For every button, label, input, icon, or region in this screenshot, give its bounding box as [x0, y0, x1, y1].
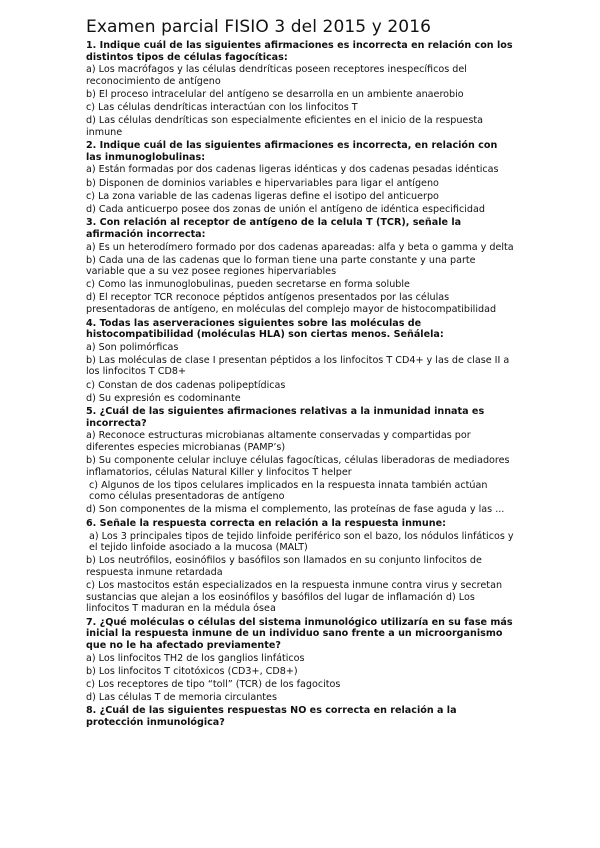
answer-6c: c) Los mastocitos están especializados en la respuesta inmune contra virus y secretan sustancias que alejan a los eosinófilos y basófilos del lugar de inflamación d) Los linfocitos T maduran en la médula ósea: [86, 580, 503, 615]
answer-2b: b) Disponen de dominios variables e hipervariables para ligar el antígeno: [86, 177, 439, 189]
answer-7b: b) Los linfocitos T citotóxicos (CD3+, CD8+): [86, 665, 298, 677]
answer-3a: a) Es un heterodímero formado por dos cadenas apareadas: alfa y beta o gamma y delta: [86, 241, 514, 253]
answer-3c: c) Como las inmunoglobulinas, pueden secretarse en forma soluble: [86, 279, 410, 291]
question-5: 5. ¿Cuál de las siguientes afirmaciones relativas a la inmunidad innata es incorrecta?: [86, 406, 485, 429]
answer-2c: c) La zona variable de las cadenas ligeras define el isotipo del anticuerpo: [86, 190, 439, 202]
answer-5a: a) Reconoce estructuras microbianas altamente conservadas y compartidas por diferentes especies microbianas (PAMP’s): [86, 430, 471, 453]
question-1: 1. Indique cuál de las siguientes afirmaciones es incorrecta en relación con los distintos tipos de células fagocíticas:: [86, 40, 513, 63]
answer-7d: d) Las células T de memoria circulantes: [86, 691, 277, 703]
answer-5b: b) Su componente celular incluye células fagocíticas, células liberadoras de mediadores inflamatorios, células Natural Killer y linfocitos T helper: [86, 455, 510, 478]
answer-2a: a) Están formadas por dos cadenas ligeras idénticas y dos cadenas pesadas idénticas: [86, 164, 499, 176]
answer-4b: b) Las moléculas de clase I presentan péptidos a los linfocitos T CD4+ y las de clase II a los linfocitos T CD8+: [86, 354, 510, 378]
answer-3b: b) Cada una de las cadenas que lo forman tiene una parte constante y una parte variable que a su vez posee regiones hipervariables: [86, 254, 476, 278]
question-3: 3. Con relación al receptor de antígeno de la celula T (TCR), señale la afirmación incorrecta:: [86, 217, 462, 240]
document-title: Examen parcial FISIO 3 del 2015 y 2016: [86, 17, 432, 37]
answer-1c: c) Las células dendríticas interactúan con los linfocitos T: [86, 101, 358, 113]
answer-7c: c) Los receptores de tipo “toll” (TCR) de los fagocitos: [86, 678, 341, 690]
question-2: 2. Indique cuál de las siguientes afirmaciones es incorrecta, en relación con las inmunoglobulinas:: [86, 140, 498, 163]
answer-7a: a) Los linfocitos TH2 de los ganglios linfáticos: [86, 652, 305, 664]
answer-4c: c) Constan de dos cadenas polipeptídicas: [86, 379, 286, 391]
answer-1d: d) Las células dendríticas son especialmente eficientes en el inicio de la respuesta inmune: [86, 115, 483, 138]
answer-6a: a) Los 3 principales tipos de tejido linfoide periférico son el bazo, los nódulos linfáticos y el tejido linfoide asociado a la mucosa (MALT): [89, 530, 514, 554]
question-list: [86, 38, 516, 730]
question-6: 6. Señale la respuesta correcta en relación a la respuesta inmune:: [86, 518, 446, 530]
answer-4d: d) Su expresión es codominante: [86, 392, 241, 404]
question-7: 7. ¿Qué moléculas o células del sistema inmunológico utilizaría en su fase más inicial la respuesta inmune de un individuo sano frente a un microorganismo que no le ha afectado previamente?: [86, 616, 513, 651]
answer-4a: a) Son polimórficas: [86, 341, 179, 353]
question-8: 8. ¿Cuál de las siguientes respuestas NO es correcta en relación a la protección inmunológica?: [86, 705, 457, 729]
answer-5c: c) Algunos de los tipos celulares implicados en la respuesta innata también actúan como células presentadoras de antígeno: [89, 479, 488, 503]
question-4: 4. Todas las aserveraciones siguientes sobre las moléculas de histocompatibilidad (moléculas HLA) son ciertas menos. Señálela:: [86, 317, 444, 341]
answer-6b: b) Los neutrófilos, eosinófilos y basófilos son llamados en su conjunto linfocitos de respuesta inmune retardada: [86, 555, 482, 578]
answer-1a: a) Los macrófagos y las células dendríticas poseen receptores inespecíficos del reconocimiento de antígeno: [86, 64, 467, 87]
answer-5d: d) Son componentes de la misma el complemento, las proteínas de fase aguda y las ...: [86, 504, 505, 516]
answer-1b: b) El proceso intracelular del antígeno se desarrolla en un ambiente anaerobio: [86, 88, 464, 100]
answer-2d: d) Cada anticuerpo posee dos zonas de unión el antígeno de idéntica especificidad: [86, 203, 485, 215]
answer-3d: d) El receptor TCR reconoce péptidos antígenos presentados por las células presentadoras de antígeno, en moléculas del complejo mayor de histocompatibilidad: [86, 292, 497, 315]
